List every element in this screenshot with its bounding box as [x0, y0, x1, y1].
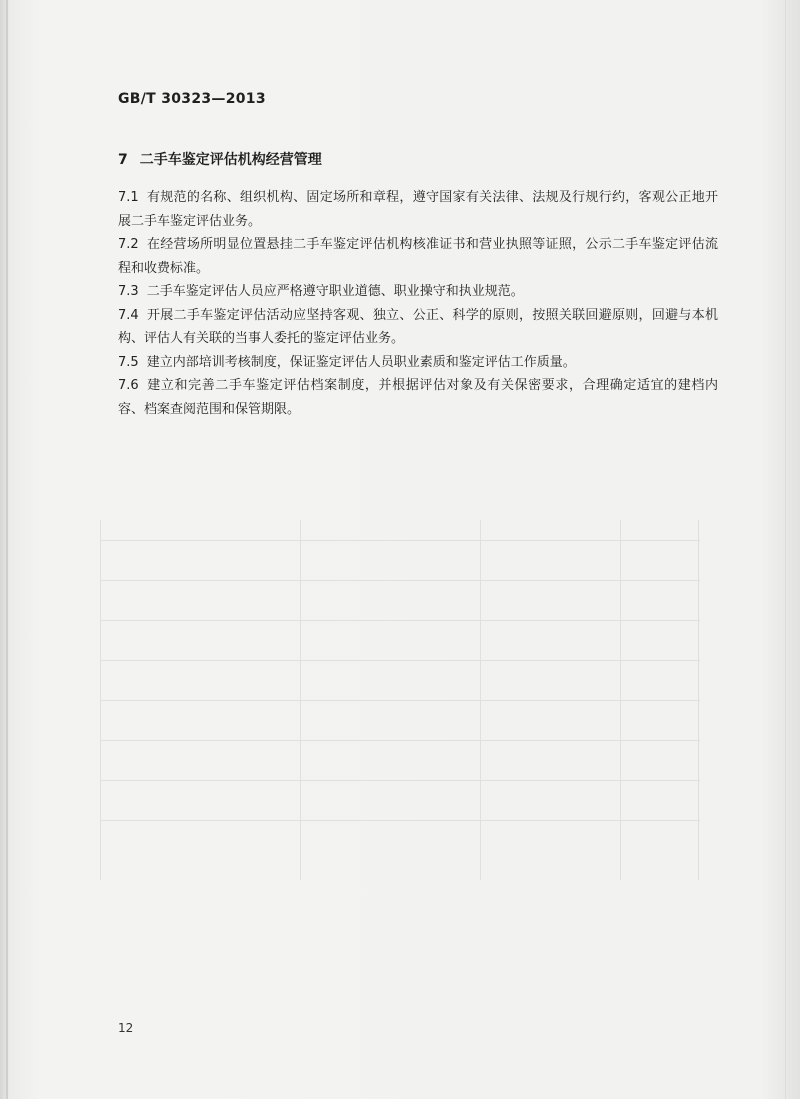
- clause-7-2: [118, 233, 718, 280]
- clause-7-4: [118, 304, 718, 351]
- clause-text: 在经营场所明显位置悬挂二手车鉴定评估机构核准证书和营业执照等证照，公示二手车鉴定评估流程和收费标准。: [118, 237, 718, 276]
- page-left-edge: [6, 0, 8, 1099]
- clause-7-6: [118, 374, 718, 421]
- section-number: 7: [118, 152, 128, 168]
- clause-number: 7.5: [118, 354, 139, 370]
- section-heading: [118, 149, 322, 169]
- clause-text: 建立内部培训考核制度，保证鉴定评估人员职业素质和鉴定评估工作质量。: [146, 354, 576, 370]
- clause-7-3: [118, 280, 718, 304]
- clause-7-1: [118, 186, 718, 233]
- clause-text: 有规范的名称、组织机构、固定场所和章程，遵守国家有关法律、法规及行规行约，客观公正地开展二手车鉴定评估业务。: [118, 190, 718, 229]
- clause-text: 二手车鉴定评估人员应严格遵守职业道德、职业操守和执业规范。: [146, 284, 524, 299]
- clause-7-5: [118, 351, 718, 375]
- clause-text: 开展二手车鉴定评估活动应坚持客观、独立、公正、科学的原则，按照关联回避原则，回避与本机构、评估人有关联的当事人委托的鉴定评估业务。: [118, 307, 718, 346]
- section-body: [118, 186, 718, 421]
- page-right-edge: [785, 0, 786, 1099]
- clause-number: 7.2: [118, 237, 139, 252]
- clause-text: 建立和完善二手车鉴定评估档案制度，并根据评估对象及有关保密要求，合理确定适宜的建档内容、档案查阅范围和保管期限。: [118, 378, 718, 417]
- clause-number: 7.1: [118, 190, 139, 205]
- section-title-text: 二手车鉴定评估机构经营管理: [139, 152, 322, 168]
- standard-code-header: GB/T 30323—2013: [118, 91, 266, 107]
- clause-number: 7.3: [118, 284, 139, 299]
- show-through-shadow: [100, 520, 700, 880]
- clause-number: 7.6: [118, 378, 139, 393]
- clause-number: 7.4: [118, 307, 139, 323]
- page-number: 12: [118, 1021, 134, 1035]
